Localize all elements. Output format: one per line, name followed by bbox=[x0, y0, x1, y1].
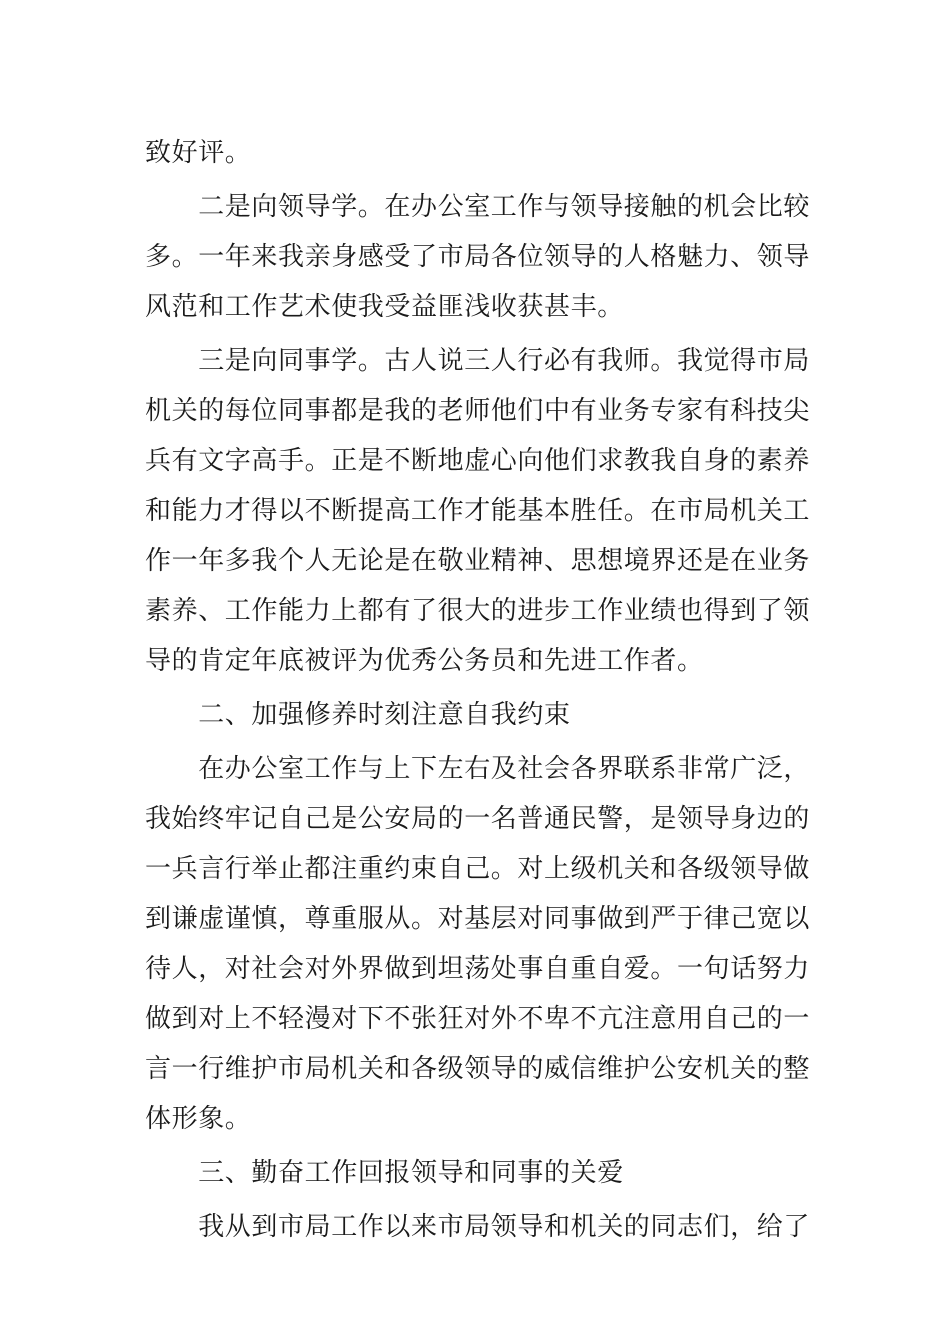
text-line: 三是向同事学。古人说三人行必有我师。我觉得市局 bbox=[145, 346, 811, 376]
text-line: 体形象。 bbox=[145, 1104, 252, 1134]
text-line: 待人，对社会对外界做到坦荡处事自重自爱。一句话努力 bbox=[145, 954, 811, 984]
text-line: 导的肯定年底被评为优秀公务员和先进工作者。 bbox=[145, 646, 704, 676]
text-line: 我从到市局工作以来市局领导和机关的同志们，给了 bbox=[145, 1212, 811, 1242]
text-line: 作一年多我个人无论是在敬业精神、思想境界还是在业务 bbox=[145, 546, 811, 576]
text-line: 多。一年来我亲身感受了市局各位领导的人格魅力、领导 bbox=[145, 242, 811, 272]
text-line: 做到对上不轻漫对下不张狂对外不卑不亢注意用自己的一 bbox=[145, 1004, 811, 1034]
text-line: 言一行维护市局机关和各级领导的威信维护公安机关的整 bbox=[145, 1054, 811, 1084]
section-heading: 三、勤奋工作回报领导和同事的关爱 bbox=[145, 1158, 624, 1188]
text-line: 我始终牢记自己是公安局的一名普通民警，是领导身边的 bbox=[145, 804, 811, 834]
text-line: 风范和工作艺术使我受益匪浅收获甚丰。 bbox=[145, 292, 624, 322]
text-line: 机关的每位同事都是我的老师他们中有业务专家有科技尖 bbox=[145, 396, 811, 426]
text-line: 素养、工作能力上都有了很大的进步工作业绩也得到了领 bbox=[145, 596, 811, 626]
section-heading: 二、加强修养时刻注意自我约束 bbox=[145, 700, 571, 730]
text-line: 到谦虚谨慎，尊重服从。对基层对同事做到严于律己宽以 bbox=[145, 904, 811, 934]
text-line: 一兵言行举止都注重约束自己。对上级机关和各级领导做 bbox=[145, 854, 811, 884]
text-line: 兵有文字高手。正是不断地虚心向他们求教我自身的素养 bbox=[145, 446, 811, 476]
text-line: 在办公室工作与上下左右及社会各界联系非常广泛， bbox=[145, 754, 811, 784]
text-line: 二是向领导学。在办公室工作与领导接触的机会比较 bbox=[145, 192, 811, 222]
text-line: 致好评。 bbox=[145, 138, 252, 168]
text-line: 和能力才得以不断提高工作才能基本胜任。在市局机关工 bbox=[145, 496, 811, 526]
document-body bbox=[145, 128, 811, 1252]
